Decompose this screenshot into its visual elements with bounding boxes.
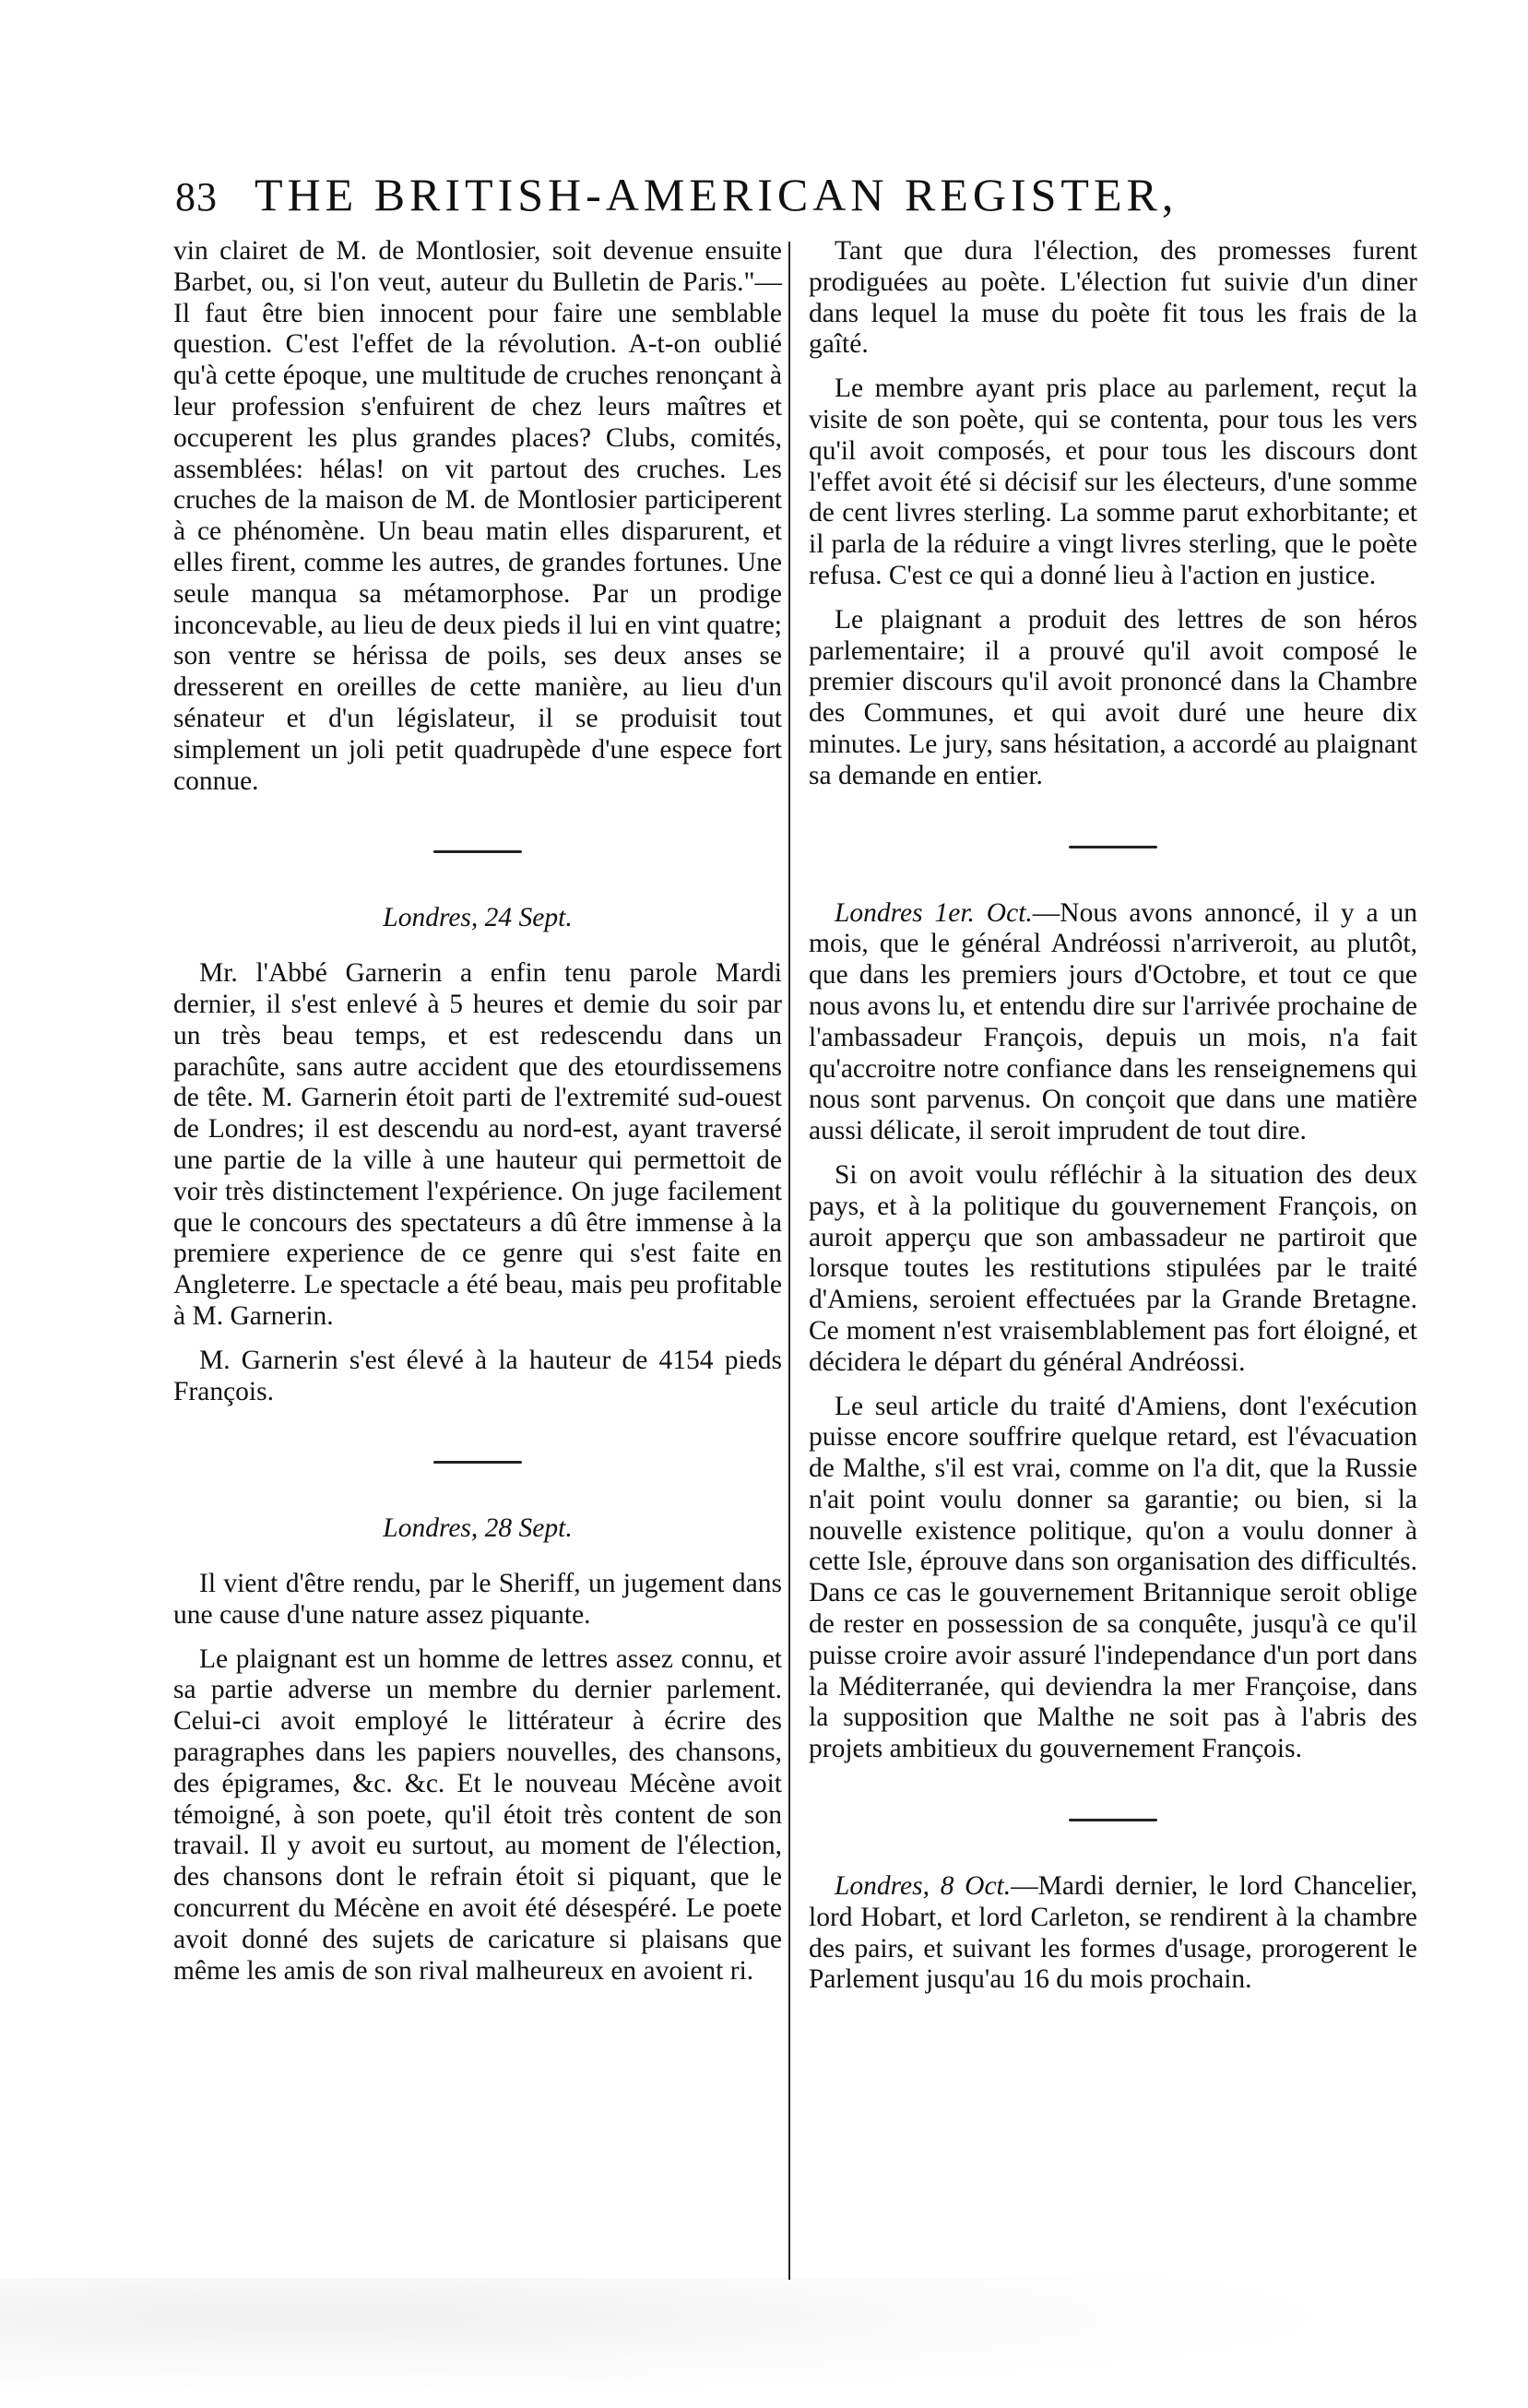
paragraph: vin clairet de M. de Montlosier, soit devenue ensuite Barbet, ou, si l'on veut, auteur du Bulletin de Paris."—Il faut être bien innocent pour faire une semblable question. C'est l'effet de la révolution. A-t-on oublié qu'à cette époque, une multitude de cruches renonçant à leur profession s'enfuirent de chez leurs maîtres et occuperent les plus grandes places? Clubs, comités, assemblées: hélas! on vit partout des cruches. Les cruches de la maison de M. de Montlosier participerent à ce phénomène. Un beau matin elles disparurent, et elles firent, comme les autres, de grandes fortunes. Une seule manqua sa métamorphose. Par un prodige inconcevable, au lieu de deux pieds il lui en vint quatre; son ventre se hérissa de poils, ses deux anses se dresserent en oreilles de cette manière, au lieu d'un sénateur et d'un législateur, il se produisit tout simplement un joli petit quadrupède d'une espece fort connue. (173, 236, 782, 796)
paragraph: Le seul article du traité d'Amiens, dont l'exécution puisse encore souffrire quelque retard, est l'évacuation de Malthe, s'il est vrai, comme on l'a dit, que la Russie n'ait point voulu donner sa garantie; ou bien, si la nouvelle existence politique, qu'on a voulu donner à cette Isle, éprouve dans son organisation des difficultés. Dans ce cas le gouvernement Britannique seroit oblige de rester en possession de sa conquête, jusqu'à ce qu'il puisse croire avoir assuré l'independance d'un port dans la Méditerranée, qui deviendra la mer Françoise, dans la supposition que Malthe ne soit pas à l'abris des projets ambitieux du gouvernement François. (809, 1391, 1417, 1764)
section-rule (1069, 846, 1157, 848)
dateline: Londres, 24 Sept. (383, 903, 573, 933)
paragraph: M. Garnerin s'est élevé à la hauteur de 4154 pieds François. (173, 1345, 782, 1406)
paragraph: Le membre ayant pris place au parlement, reçut la visite de son poète, qui se contenta, pour tous les vers qu'il avoit composés, et pour tous les discours dont l'effet avoit été si décisif sur les électeurs, d'une somme de cent livres sterling. La somme parut exhorbitante; et il parla de la réduire a vingt livres sterling, que le poète refusa. C'est ce qui a donné lieu à l'action en justice. (809, 374, 1417, 590)
paragraph: Il vient d'être rendu, par le Sheriff, un jugement dans une cause d'une nature assez piquante. (173, 1569, 782, 1630)
news-item (809, 1871, 1417, 1996)
paragraph: Si on avoit voulu réfléchir à la situation des deux pays, et à la politique du gouvernement François, on auroit apperçu que son ambassadeur ne partiroit que lorsque toutes les restitutions stipulées par le traité d'Amiens, seroient effectuées par la Grande Bretagne. Ce moment n'est vraisemblablement pas fort éloigné, et décidera le départ du général Andréossi. (809, 1159, 1417, 1377)
scan-smudge (0, 2278, 1528, 2408)
news-text: —Nous avons annoncé, il y a un mois, que le général Andréossi n'arriveroit, au plutôt, que dans les premiers jours d'Octobre, et tout ce que nous avons lu, et entendu dire sur l'arrivée prochaine de l'ambassadeur François, depuis un mois, n'a fait qu'accroitre notre confiance dans les renseignemens qui nous sont parvenus. On conçoit que dans une matière aussi délicate, il seroit imprudent de tout dire. (809, 897, 1418, 1146)
paragraph: Tant que dura l'élection, des promesses furent prodiguées au poète. L'élection fut suivie d'un diner dans lequel la muse du poète fit tous les frais de la gaîté. (809, 236, 1417, 360)
column-divider (788, 242, 790, 2280)
paragraph: Le plaignant a produit des lettres de son héros parlementaire; il a prouvé qu'il avoit composé le premier discours qu'il avoit prononcé dans la Chambre des Communes, et qui avoit duré une heure dix minutes. Le jury, sans hésitation, a accordé au plaignant sa demande en entier. (809, 604, 1417, 790)
running-title: THE BRITISH-AMERICAN REGISTER, (255, 169, 1179, 220)
paragraph: Mr. l'Abbé Garnerin a enfin tenu parole Mardi dernier, il s'est enlevé à 5 heures et demie du soir par un très beau temps, et est redescendu dans un parachûte, sans autre accident que des etourdissemens de tête. M. Garnerin étoit parti de l'extremité sud-ouest de Londres; il est descendu au nord-est, ayant traversé une partie de la ville à une hauteur qui permettoit de voir très distinctement l'expérience. On juge facilement que le concours des spectateurs a dû être immense à la premiere experience de ce genre qui s'est faite en Angleterre. Le spectacle a été beau, mais peu profitable à M. Garnerin. (173, 958, 782, 1331)
dateline: Londres 1er. Oct. (835, 897, 1033, 928)
page-header (175, 168, 1245, 232)
section-rule (1069, 1819, 1157, 1821)
section-rule (433, 850, 522, 853)
section-rule (433, 1461, 522, 1464)
news-item (809, 898, 1417, 1147)
left-column (173, 236, 782, 1999)
right-column (809, 236, 1417, 2009)
paragraph: Le plaignant est un homme de lettres assez connu, et sa partie adverse un membre du dernier parlement. Celui-ci avoit employé le littérateur à écrire des paragraphes dans les papiers nouvelles, des chansons, des épigrames, &c. &c. Et le nouveau Mécène avoit témoigné, à son poete, qu'il étoit très content de son travail. Il y avoit eu surtout, au moment de l'élection, des chansons dont le refrain étoit si piquant, que le concurrent du Mécène en avoit été désespéré. Le poete avoit donné des sujets de caricature si plaisans que même les amis de son rival malheureux en avoient ri. (173, 1643, 782, 1986)
news-text: —Mardi dernier, le lord Chancelier, lord Hobart, et lord Carleton, se rendirent à la chambre des pairs, et suivant les formes d'usage, prorogerent le Parlement jusqu'au 16 du mois prochain. (809, 1871, 1417, 1995)
page-number: 83 (175, 174, 218, 219)
dateline: Londres, 28 Sept. (383, 1513, 573, 1544)
dateline: Londres, 8 Oct. (835, 1871, 1012, 1902)
